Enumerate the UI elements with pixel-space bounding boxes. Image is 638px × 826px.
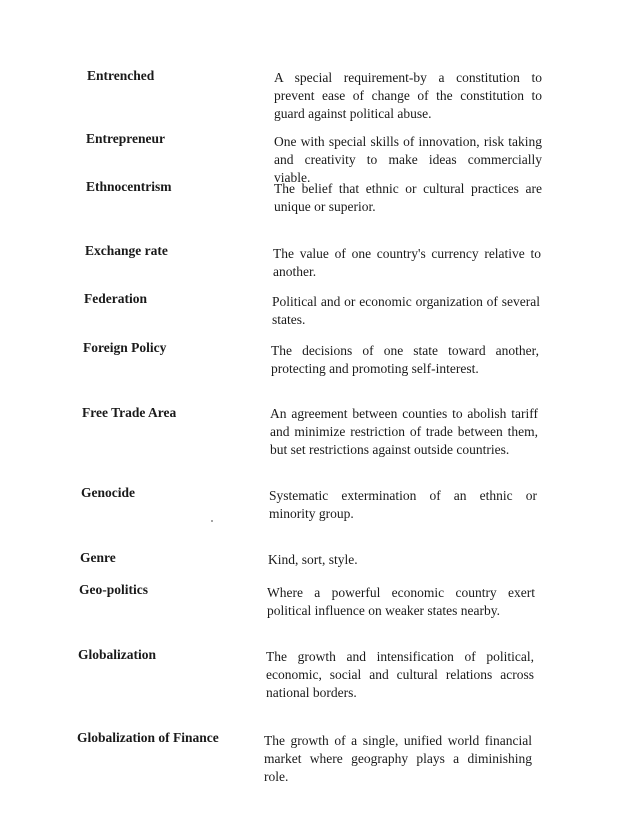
glossary-term: Exchange rate (85, 243, 168, 258)
glossary-definition: An agreement between counties to abolish tariff and minimize restriction of trade between them, but set restrictions against outside countries. (270, 406, 538, 457)
glossary-definition: The decisions of one state toward another, protecting and promoting self-interest. (271, 343, 539, 376)
glossary-definition: A special requirement-by a constitution to prevent ease of change of the constitution to guard against political abuse. (274, 70, 542, 121)
glossary-term: Ethnocentrism (86, 179, 172, 194)
glossary-definition: Kind, sort, style. (268, 552, 358, 567)
glossary-term: Globalization of Finance (77, 730, 219, 745)
scan-speck (211, 520, 213, 522)
glossary-definition: Systematic extermination of an ethnic or minority group. (269, 488, 537, 521)
glossary-definition: The belief that ethnic or cultural practices are unique or superior. (274, 181, 542, 214)
glossary-term: Entrenched (87, 68, 155, 83)
glossary-term: Genre (80, 550, 116, 565)
glossary-definition: The growth of a single, unified world financial market where geography plays a diminishing role. (264, 733, 532, 784)
glossary-definition: Where a powerful economic country exert political influence on weaker states nearby. (267, 585, 535, 618)
glossary-term: Globalization (78, 647, 157, 662)
glossary-term: Foreign Policy (83, 340, 167, 355)
glossary-definition: The value of one country's currency relative to another. (273, 246, 541, 279)
glossary-definition: The growth and intensification of political, economic, social and cultural relations across national borders. (266, 649, 534, 700)
glossary-term: Geo-politics (79, 582, 148, 597)
glossary-definition: One with special skills of innovation, risk taking and creativity to make ideas commercially viable. (274, 134, 542, 185)
glossary-term: Free Trade Area (82, 405, 177, 420)
glossary-term: Entrepreneur (86, 131, 165, 146)
glossary-definition: Political and or economic organization of several states. (272, 294, 540, 327)
glossary-term: Genocide (81, 485, 135, 500)
glossary-term: Federation (84, 291, 147, 306)
